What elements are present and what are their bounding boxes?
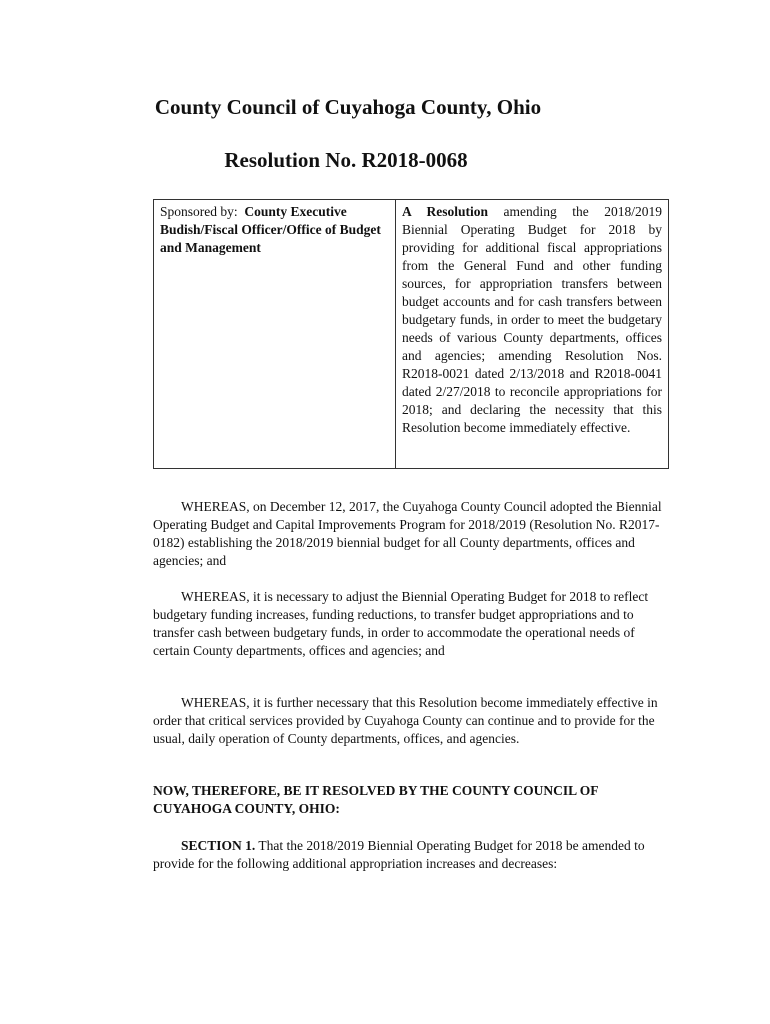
whereas-paragraph-2: [153, 588, 665, 660]
sponsor-name: County Executive Budish/Fiscal Officer/Office of Budget and Management: [160, 204, 381, 255]
whereas-3-text: WHEREAS, it is further necessary that this Resolution become immediately effective in order that critical services provided by Cuyahoga County can continue and to provide for the usual, daily operation of County departments, offices, and agencies.: [153, 695, 658, 746]
whereas-paragraph-3: [153, 694, 665, 748]
sponsor-cell: [154, 200, 396, 468]
section-1-label: SECTION 1.: [181, 838, 256, 853]
whereas-2-text: WHEREAS, it is necessary to adjust the Biennial Operating Budget for 2018 to reflect budgetary funding increases, funding reductions, to transfer budget appropriations and to transfer cash between budgetary funds, in order to accommodate the operational needs of certain County departments, offices and agencies; and: [153, 589, 649, 658]
section-1-paragraph: [153, 837, 665, 873]
resolution-number: Resolution No. R2018-0068: [224, 148, 468, 172]
whereas-paragraph-1: [153, 498, 665, 570]
resolved-clause: NOW, THEREFORE, BE IT RESOLVED BY THE COUNTY COUNCIL OF CUYAHOGA COUNTY, OHIO:: [153, 783, 598, 816]
resolution-summary: amending the 2018/2019 Biennial Operating Budget for 2018 by providing for additional fiscal appropriations from the General Fund and other funding sources, for appropriation transfers between budget accounts and for cash transfers between budgetary funds, in order to meet the budgetary needs of various County departments, offices and agencies; amending Resolution Nos. R2018-0021 dated 2/13/2018 and R2018-0041 dated 2/27/2018 to reconcile appropriations for 2018; and declaring the necessity that this Resolution become immediately effective.: [402, 204, 662, 435]
resolution-lead: A Resolution: [402, 204, 489, 219]
resolution-summary-cell: [396, 200, 668, 468]
sponsor-label: Sponsored by:: [160, 204, 238, 219]
sponsor-table: [153, 199, 669, 469]
whereas-1-text: WHEREAS, on December 12, 2017, the Cuyahoga County Council adopted the Biennial Operating Budget and Capital Improvements Program for 2018/2019 (Resolution No. R2017-0182) establishing the 2018/2019 biennial budget for all County departments, offices and agencies; and: [153, 499, 662, 568]
section-1-text: That the 2018/2019 Biennial Operating Budget for 2018 be amended to provide for the following additional appropriation increases and decreases:: [153, 838, 645, 871]
council-title: County Council of Cuyahoga County, Ohio: [154, 95, 542, 119]
